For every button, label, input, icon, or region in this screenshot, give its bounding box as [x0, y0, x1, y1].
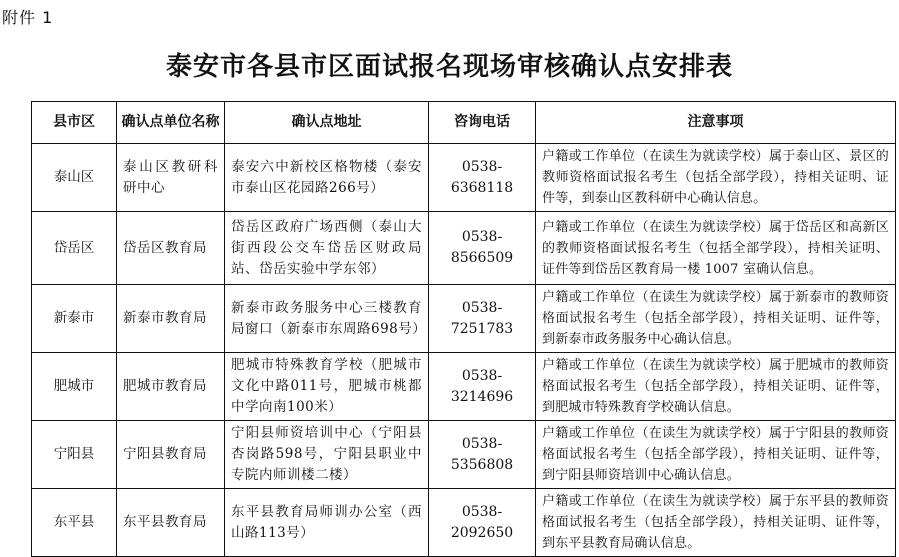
cell-phone: 0538-2092650 — [429, 489, 536, 557]
cell-phone: 0538-8566509 — [429, 212, 536, 285]
cell-phone: 0538-3214696 — [429, 353, 536, 421]
cell-county: 新泰市 — [32, 285, 117, 353]
cell-notes: 户籍或工作单位（在读生为就读学校）属于新泰市的教师资格面试报名考生（包括全部学段），持相关证明、证件等，到新泰市政务服务中心确认信息。 — [536, 285, 896, 353]
cell-notes: 户籍或工作单位（在读生为就读学校）属于岱岳区和高新区的教师资格面试报名考生（包括全部学段），持相关证明、证件等到岱岳区教育局一楼 1007 室确认信息。 — [536, 212, 896, 285]
header-notes: 注意事项 — [536, 102, 896, 144]
cell-unit: 东平县教育局 — [117, 489, 225, 557]
cell-notes: 户籍或工作单位（在读生为就读学校）属于泰山区、景区的教师资格面试报名考生（包括全部学段），持相关证明、证件等，到泰山区教科研中心确认信息。 — [536, 144, 896, 212]
cell-unit: 宁阳县教育局 — [117, 421, 225, 489]
cell-county: 宁阳县 — [32, 421, 117, 489]
table-row — [32, 144, 896, 212]
cell-county: 岱岳区 — [32, 212, 117, 285]
cell-phone: 0538-6368118 — [429, 144, 536, 212]
cell-county: 泰山区 — [32, 144, 117, 212]
cell-unit: 肥城市教育局 — [117, 353, 225, 421]
cell-address: 宁阳县师资培训中心（宁阳县杏岗路598号，宁阳县职业中专院内师训楼二楼） — [225, 421, 429, 489]
table-row — [32, 489, 896, 557]
header-county: 县市区 — [32, 102, 117, 144]
cell-address: 东平县教育局师训办公室（西山路113号） — [225, 489, 429, 557]
cell-address: 肥城市特殊教育学校（肥城市文化中路011号，肥城市桃都中学向南100米） — [225, 353, 429, 421]
cell-address: 岱岳区政府广场西侧（泰山大街西段公交车岱岳区财政局站、岱岳实验中学东邻） — [225, 212, 429, 285]
header-unit: 确认点单位名称 — [117, 102, 225, 144]
cell-phone: 0538-7251783 — [429, 285, 536, 353]
header-address: 确认点地址 — [225, 102, 429, 144]
cell-unit: 泰山区教研科研中心 — [117, 144, 225, 212]
table-header-row — [32, 102, 896, 144]
table-row — [32, 353, 896, 421]
table-row — [32, 285, 896, 353]
cell-address: 泰安六中新校区格物楼（泰安市泰山区花园路266号） — [225, 144, 429, 212]
attachment-label: 附件 1 — [2, 8, 54, 27]
table-row — [32, 212, 896, 285]
document-title: 泰安市各县市区面试报名现场审核确认点安排表 — [165, 52, 733, 82]
table-row — [32, 421, 896, 489]
cell-county: 东平县 — [32, 489, 117, 557]
cell-phone: 0538-5356808 — [429, 421, 536, 489]
cell-notes: 户籍或工作单位（在读生为就读学校）属于肥城市的教师资格面试报名考生（包括全部学段），持相关证明、证件等，到肥城市特殊教育学校确认信息。 — [536, 353, 896, 421]
cell-county: 肥城市 — [32, 353, 117, 421]
confirmation-schedule-table — [31, 101, 896, 557]
cell-unit: 新泰市教育局 — [117, 285, 225, 353]
cell-unit: 岱岳区教育局 — [117, 212, 225, 285]
header-phone: 咨询电话 — [429, 102, 536, 144]
cell-address: 新泰市政务服务中心三楼教育局窗口（新泰市东周路698号） — [225, 285, 429, 353]
cell-notes: 户籍或工作单位（在读生为就读学校）属于宁阳县的教师资格面试报名考生（包括全部学段），持相关证明、证件等，到宁阳县师资培训中心确认信息。 — [536, 421, 896, 489]
cell-notes: 户籍或工作单位（在读生为就读学校）属于东平县的教师资格面试报名考生（包括全部学段），持相关证明、证件等，到东平县教育局确认信息。 — [536, 489, 896, 557]
